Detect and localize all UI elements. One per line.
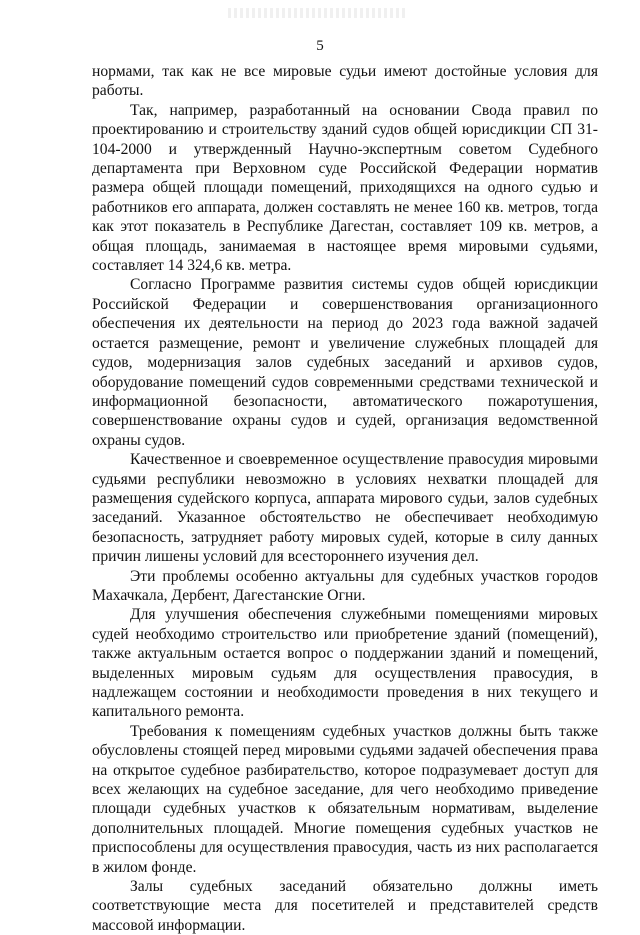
paragraph-continued: нормами, так как не все мировые судьи имеют достойные условия для работы. xyxy=(92,63,598,100)
paragraph-norm-area: Так, например, разработанный на основании Свода правил по проектированию и строительству зданий судов общей юрисдикции СП 31-104-2000 и утвержденный Научно-экспертным советом Судебного департамента при Верховном суде Российской Федерации норматив размера общей площади помещений, приходящихся на одного судью и работников его аппарата, должен составлять не менее 160 кв. метров, тогда как этот показатель в Республике Дагестан, составляет 109 кв. метров, а общая площадь, занимаемая в настоящее время мировыми судьями, составляет 14 324,6 кв. метра. xyxy=(92,101,598,275)
paragraph-development-program: Согласно Программе развития системы судов общей юрисдикции Российской Федерации и совершенствования организационного обеспечения их деятельности на период до 2023 года важной задачей остается размещение, ремонт и увеличение служебных площадей для судов, модернизация залов судебных заседаний и архивов судов, оборудование помещений судов современными средствами технической и информационной безопасности, автоматического пожаротушения, совершенствование охраны судов и судей, организация ведомственной охраны судов. xyxy=(92,276,598,449)
paragraph-premises-improvement: Для улучшения обеспечения служебными помещениями мировых судей необходимо строительство или приобретение зданий (помещений), также актуальным остается вопрос о поддержании зданий и помещений, выделенных мировым судьям для осуществления правосудия, в надлежащем состоянии и необходимости проведения в них текущего и капитального ремонта. xyxy=(92,606,598,721)
page-number: 5 xyxy=(316,38,324,54)
scan-artifact xyxy=(228,8,408,18)
paragraph-problem-cities: Эти проблемы особенно актуальны для судебных участков городов Махачкала, Дербент, Дагестанские Огни. xyxy=(92,567,598,604)
paragraph-premises-requirements: Требования к помещениям судебных участков должны быть также обусловлены стоящей перед мировыми судьями задачей обеспечения права на открытое судебное разбирательство, которое подразумевает доступ для всех желающих на судебное заседание, для чего необходимо приведение площади судебных участков к обязательным нормативам, выделение дополнительных площадей. Многие помещения судебных участков не приспособлены для осуществления правосудия, часть из них располагается в жилом фонде. xyxy=(92,722,598,876)
paragraph-courtrooms: Залы судебных заседаний обязательно должны иметь соответствующие места для посетителей и представителей средств массовой информации. xyxy=(92,878,598,934)
document-body xyxy=(92,62,598,935)
paragraph-quality-justice: Качественное и своевременное осуществление правосудия мировыми судьями республики невозможно в условиях нехватки площадей для размещения судейского корпуса, аппарата мирового судьи, залов судебных заседаний. Указанное обстоятельство не обеспечивает необходимую безопасность, затрудняет работу мировых судей, которые в силу данных причин лишены условий для всестороннего изучения дел. xyxy=(92,451,598,566)
